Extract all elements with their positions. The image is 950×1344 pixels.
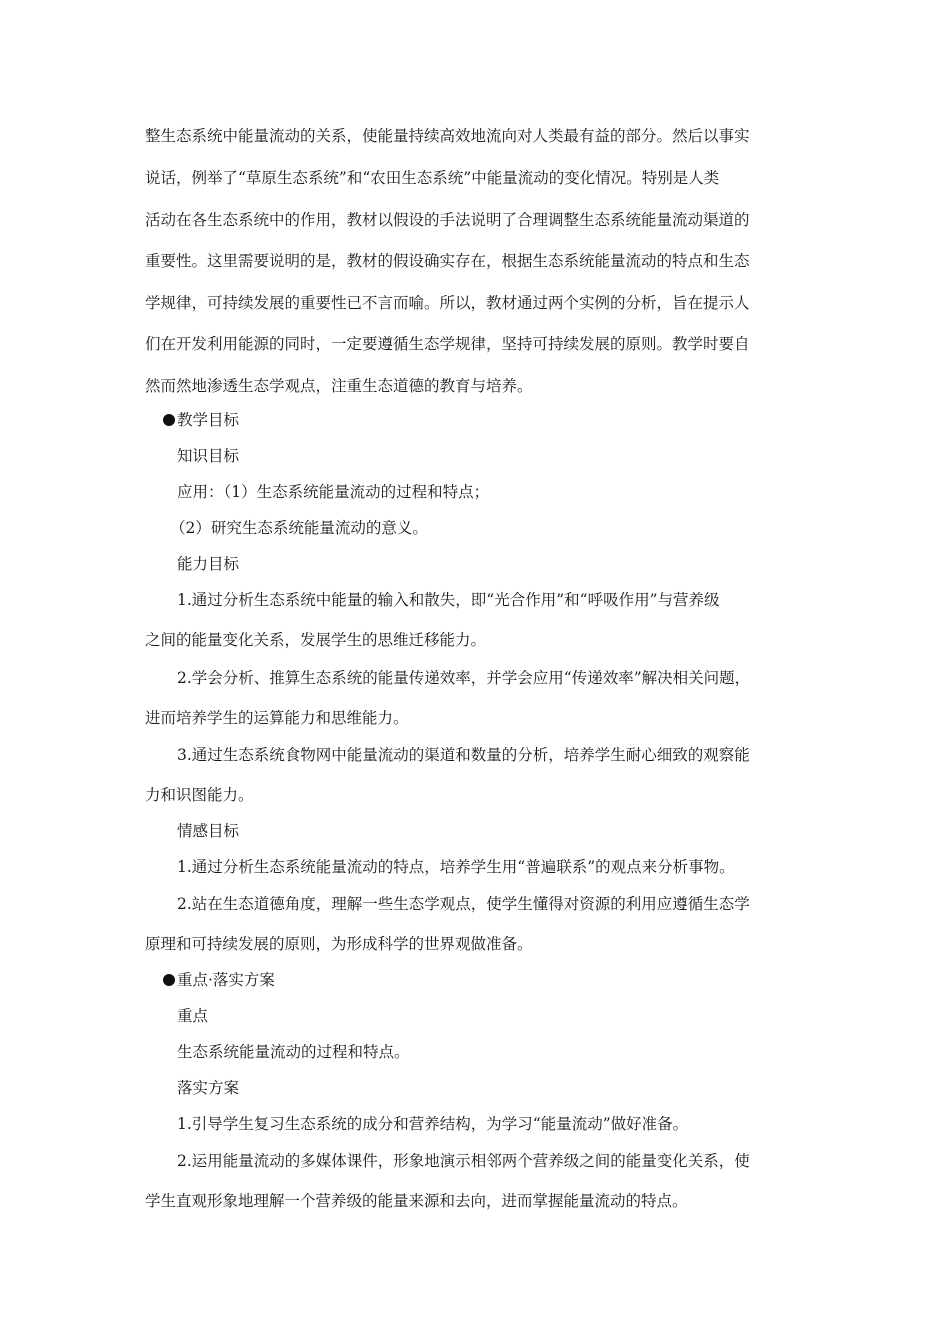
ability-item: 1.通过分析生态系统中能量的输入和散失，即“光合作用”和“呼吸作用”与营养级 bbox=[177, 591, 720, 609]
subheading-ability: 能力目标 bbox=[177, 555, 240, 573]
paragraph-line: 活动在各生态系统中的作用，教材以假设的手法说明了合理调整生态系统能量流动渠道的 bbox=[145, 211, 750, 229]
ability-item-continued: 力和识图能力。 bbox=[145, 786, 254, 804]
emotion-item-continued: 原理和可持续发展的原则，为形成科学的世界观做准备。 bbox=[145, 935, 533, 953]
plan-item: 1.引导学生复习生态系统的成分和营养结构，为学习“能量流动”做好准备。 bbox=[177, 1115, 689, 1133]
ability-item: 3.通过生态系统食物网中能量流动的渠道和数量的分析，培养学生耐心细致的观察能 bbox=[177, 746, 750, 764]
ability-item-continued: 之间的能量变化关系，发展学生的思维迁移能力。 bbox=[145, 631, 487, 649]
knowledge-item: （2）研究生态系统能量流动的意义。 bbox=[170, 519, 428, 537]
subheading-knowledge: 知识目标 bbox=[177, 447, 240, 465]
focus-text: 生态系统能量流动的过程和特点。 bbox=[177, 1043, 410, 1061]
plan-item: 2.运用能量流动的多媒体课件，形象地演示相邻两个营养级之间的能量变化关系，使 bbox=[177, 1152, 750, 1170]
ability-item-continued: 进而培养学生的运算能力和思维能力。 bbox=[145, 709, 409, 727]
bullet-icon bbox=[163, 414, 175, 426]
paragraph-line: 们在开发利用能源的同时，一定要遵循生态学规律，坚持可持续发展的原则。教学时要自 bbox=[145, 335, 750, 353]
paragraph-line: 然而然地渗透生态学观点，注重生态道德的教育与培养。 bbox=[145, 377, 533, 395]
emotion-item: 1.通过分析生态系统能量流动的特点，培养学生用“普遍联系”的观点来分析事物。 bbox=[177, 858, 735, 876]
paragraph-line: 学规律，可持续发展的重要性已不言而喻。所以，教材通过两个实例的分析，旨在提示人 bbox=[145, 294, 750, 312]
subheading-emotion: 情感目标 bbox=[177, 822, 240, 840]
paragraph-line: 重要性。这里需要说明的是，教材的假设确实存在，根据生态系统能量流动的特点和生态 bbox=[145, 252, 750, 270]
subheading-plan: 落实方案 bbox=[177, 1079, 240, 1097]
knowledge-item: 应用：（1）生态系统能量流动的过程和特点； bbox=[177, 483, 490, 501]
emotion-item: 2.站在生态道德角度，理解一些生态学观点，使学生懂得对资源的利用应遵循生态学 bbox=[177, 895, 750, 913]
bullet-icon bbox=[163, 974, 175, 986]
section-heading-text: 重点·落实方案 bbox=[177, 971, 275, 989]
section-heading-teaching-goals bbox=[163, 410, 239, 430]
section-heading-key-points bbox=[163, 970, 275, 990]
ability-item: 2.学会分析、推算生态系统的能量传递效率，并学会应用“传递效率”解决相关问题， bbox=[177, 669, 751, 687]
paragraph-line: 说话，例举了“草原生态系统”和“农田生态系统”中能量流动的变化情况。特别是人类 bbox=[145, 169, 720, 187]
section-heading-text: 教学目标 bbox=[177, 411, 240, 429]
plan-item-continued: 学生直观形象地理解一个营养级的能量来源和去向，进而掌握能量流动的特点。 bbox=[145, 1192, 688, 1210]
subheading-focus: 重点 bbox=[177, 1007, 209, 1025]
paragraph-line: 整生态系统中能量流动的关系，使能量持续高效地流向对人类最有益的部分。然后以事实 bbox=[145, 127, 750, 145]
